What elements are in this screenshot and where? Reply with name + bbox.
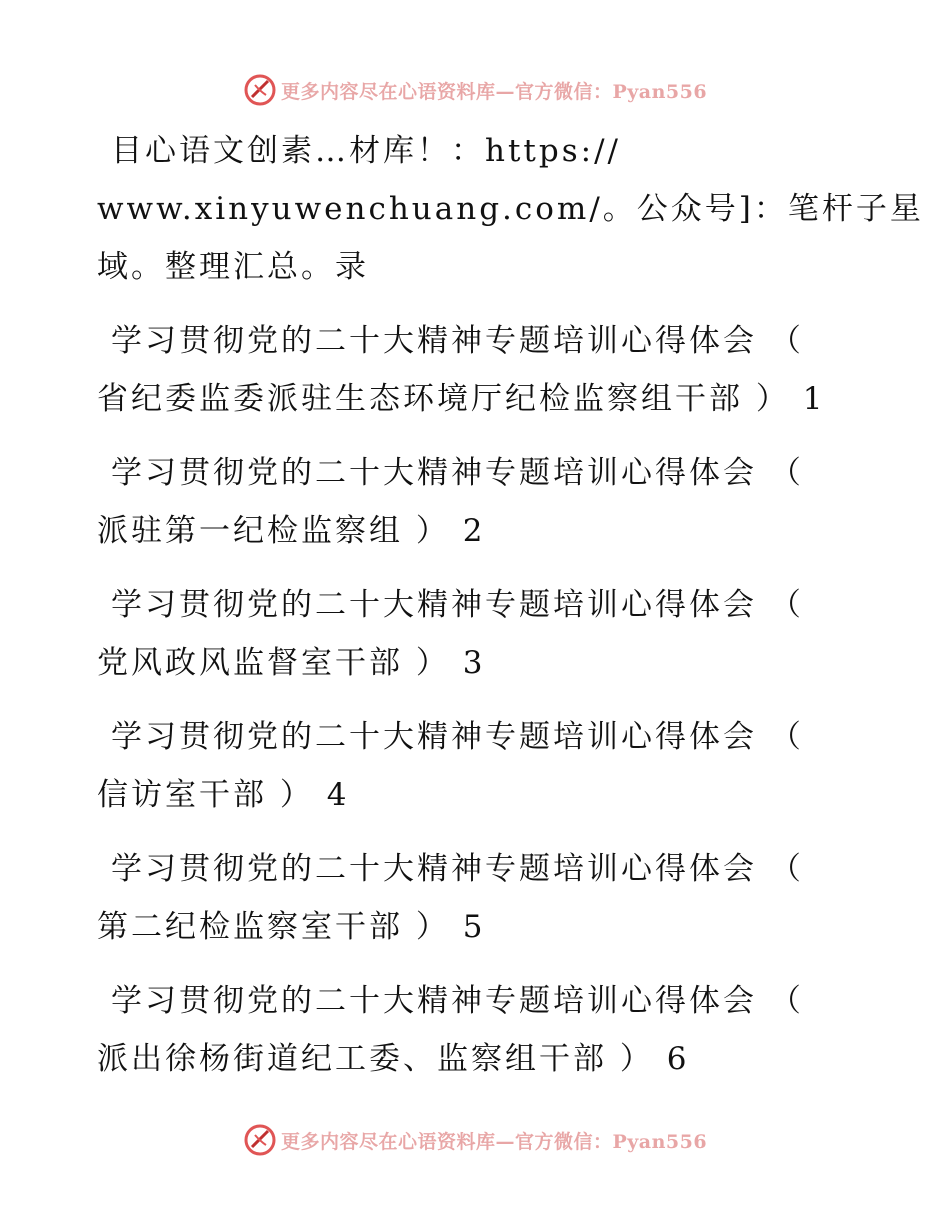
document-body xyxy=(97,122,924,1104)
toc-entry-title: 学习贯彻党的二十大精神专题培训心得体会 （ xyxy=(111,323,804,359)
toc-entry-title: 学习贯彻党的二十大精神专题培训心得体会 （ xyxy=(111,983,804,1019)
toc-entry-title: 学习贯彻党的二十大精神专题培训心得体会 （ xyxy=(111,455,804,491)
toc-entry-subtitle: 信访室干部 ） 4 xyxy=(97,777,350,813)
toc-entry-subtitle: 党风政风监督室干部 ） 3 xyxy=(97,645,486,681)
toc-entry-title: 学习贯彻党的二十大精神专题培训心得体会 （ xyxy=(111,587,804,623)
toc-entry[interactable] xyxy=(97,444,837,560)
toc-entry[interactable] xyxy=(97,840,837,956)
intro-line: 域。整理汇总。录 xyxy=(97,249,369,285)
header-watermark xyxy=(0,70,950,110)
footer-watermark xyxy=(0,1120,950,1160)
toc-entry-title: 学习贯彻党的二十大精神专题培训心得体会 （ xyxy=(111,851,804,887)
logo-icon xyxy=(243,1123,277,1157)
toc-entry[interactable] xyxy=(97,576,837,692)
toc-entry[interactable] xyxy=(97,312,837,428)
intro-paragraph xyxy=(97,122,924,296)
toc-entry-subtitle: 派驻第一纪检监察组 ） 2 xyxy=(97,513,486,549)
toc-entry-subtitle: 省纪委监委派驻生态环境厅纪检监察组干部 ） 1 xyxy=(97,381,826,417)
watermark-text: 更多内容尽在心语资料库—官方微信：Pyan556 xyxy=(280,1130,708,1153)
toc-entry-subtitle: 第二纪检监察室干部 ） 5 xyxy=(97,909,486,945)
intro-line: 目心语文创素…材库！：https:// xyxy=(111,133,621,169)
toc-entry-subtitle: 派出徐杨街道纪工委、监察组干部 ） 6 xyxy=(97,1041,690,1077)
watermark-text: 更多内容尽在心语资料库—官方微信：Pyan556 xyxy=(280,80,708,103)
toc-entry[interactable] xyxy=(97,972,837,1088)
intro-line: www.xinyuwenchuang.com/。公众号]：笔杆子星 xyxy=(97,191,924,227)
toc-entry[interactable] xyxy=(97,708,837,824)
logo-icon xyxy=(243,73,277,107)
toc-entry-title: 学习贯彻党的二十大精神专题培训心得体会 （ xyxy=(111,719,804,755)
